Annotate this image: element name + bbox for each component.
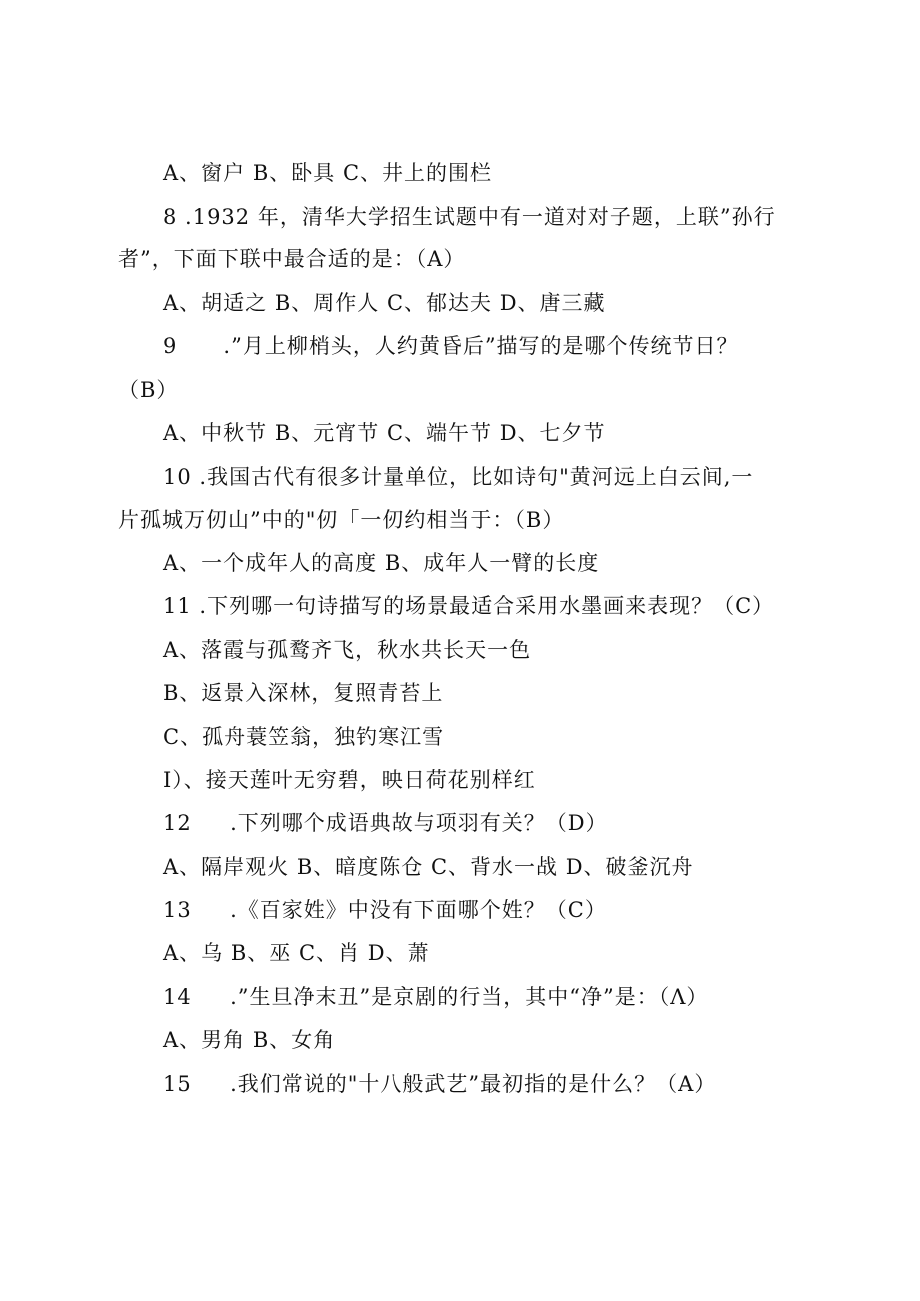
question-15-line: 15 .我们常说的"十八般武艺”最初指的是什么？（A） <box>163 1072 717 1096</box>
question-9-line-2: （B） <box>118 378 179 402</box>
option-d-q11: I）、接天莲叶无穷碧，映日荷花别样红 <box>163 768 536 792</box>
question-10-line-1: 10 .我国古代有很多计量单位，比如诗句"黄河远上白云间,一 <box>163 465 754 489</box>
question-8-line-1: 8 .1932 年，清华大学招生试题中有一道对对子题，上联”孙行 <box>163 205 776 229</box>
question-12-line: 12 .下列哪个成语典故与项羽有关？（D） <box>163 811 608 835</box>
option-b-q11: B、返景入深林，复照青苔上 <box>163 681 444 705</box>
question-11-line: 11 .下列哪一句诗描写的场景最适合采用水墨画来表现？（C） <box>163 594 775 618</box>
option-line-q12: A、隔岸观火 B、暗度陈仓 C、背水一战 D、破釜沉舟 <box>163 855 694 879</box>
option-line-q9: A、中秋节 B、元宵节 C、端午节 D、七夕节 <box>163 421 606 445</box>
option-line-q13: A、乌 B、巫 C、肖 D、萧 <box>163 941 430 965</box>
question-9-line-1: 9 .”月上柳梢头，人约黄昏后”描写的是哪个传统节日？ <box>163 334 739 358</box>
option-line-q8: A、胡适之 B、周作人 C、郁达夫 D、唐三藏 <box>163 291 606 315</box>
option-a-q11: A、落霞与孤鹜齐飞，秋水共长天一色 <box>163 638 532 662</box>
question-13-line: 13 .《百家姓》中没有下面哪个姓？（C） <box>163 898 607 922</box>
option-line-q7: A、窗户 B、卧具 C、井上的围栏 <box>163 161 493 185</box>
question-8-line-2: 者”，下面下联中最合适的是：（A） <box>118 247 466 271</box>
option-line-q14: A、男角 B、女角 <box>163 1028 336 1052</box>
option-c-q11: C、孤舟蓑笠翁，独钓寒江雪 <box>163 725 445 749</box>
option-line-q10: A、一个成年人的高度 B、成年人一臂的长度 <box>163 551 600 575</box>
question-14-line: 14 .”生旦净末丑”是京剧的行当，其中“净”是：（Λ） <box>163 985 709 1009</box>
question-10-line-2: 片孤城万仞山”中的"仞「一仞约相当于：（B） <box>118 508 565 532</box>
